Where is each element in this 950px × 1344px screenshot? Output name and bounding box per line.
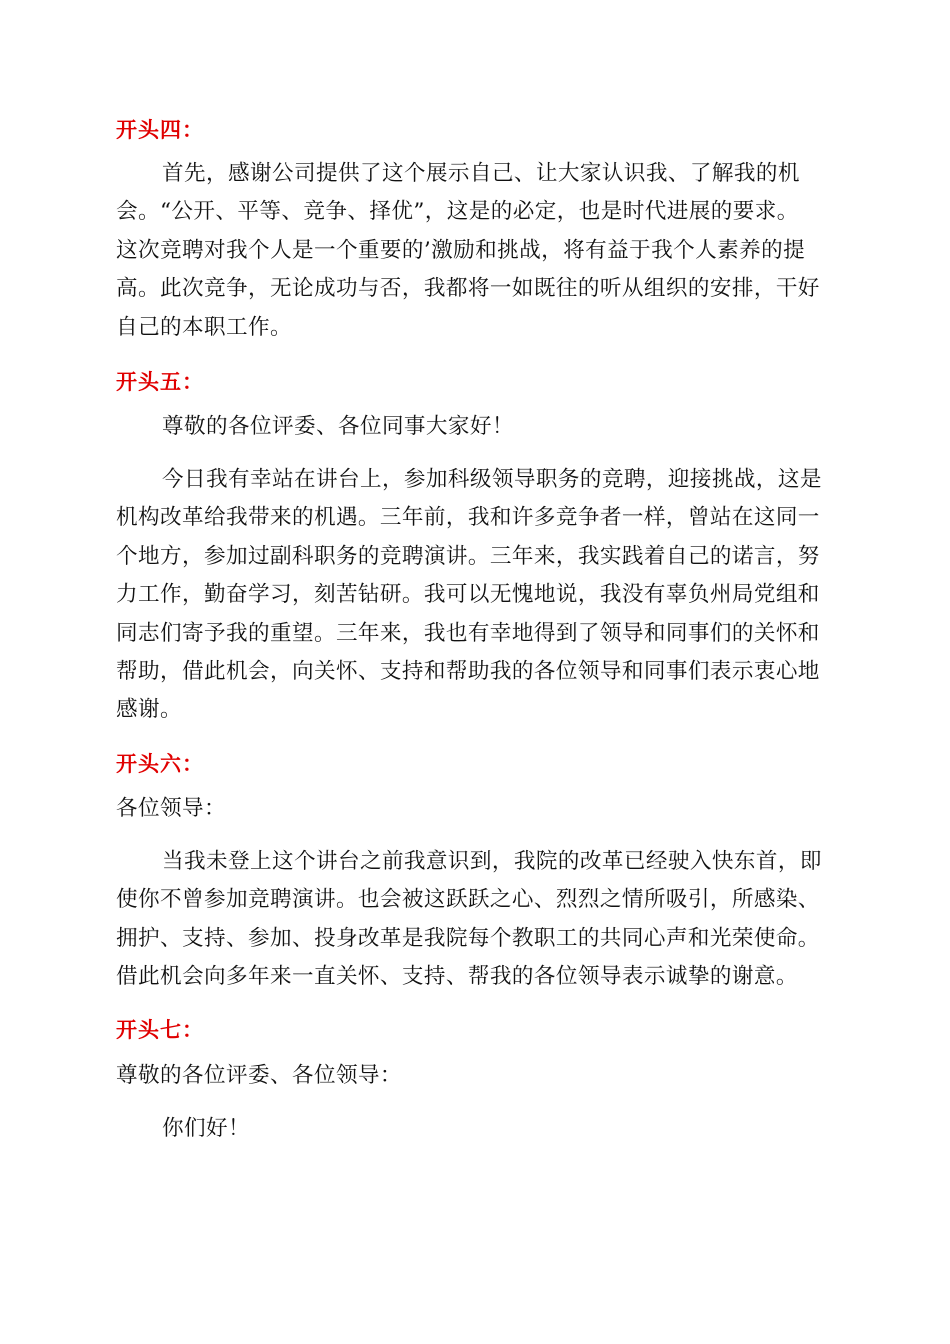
paragraph	[116, 408, 836, 446]
text-line: 高。此次竞争，无论成功与否，我都将一如既往的听从组织的安排，干好	[116, 276, 820, 302]
section-heading-4: 开头四：	[116, 118, 204, 142]
text-line: 这次竞聘对我个人是一个重要的’激励和挑战，将有益于我个人素养的提	[116, 237, 806, 263]
text-line: 借此机会向多年来一直关怀、支持、帮我的各位领导表示诚挚的谢意。	[116, 964, 798, 990]
text-line: 自己的本职工作。	[116, 314, 292, 340]
text-line: 机构改革给我带来的机遇。三年前，我和许多竞争者一样，曾站在这同一	[116, 505, 820, 531]
text-line: 个地方，参加过副科职务的竞聘演讲。三年来，我实践着自己的诺言，努	[116, 543, 820, 569]
paragraph	[116, 1110, 836, 1148]
text-line: 尊敬的各位评委、各位同事大家好！	[162, 414, 514, 439]
text-line: 同志们寄予我的重望。三年来，我也有幸地得到了领导和同事们的关怀和	[116, 620, 820, 646]
section-heading-7: 开头七：	[116, 1018, 204, 1042]
text-line: 会。“公开、平等、竞争、择优”，这是的必定，也是时代进展的要求。	[116, 199, 799, 225]
text-line: 尊敬的各位评委、各位领导：	[116, 1063, 402, 1088]
paragraph	[116, 790, 836, 828]
section-heading-5: 开头五：	[116, 370, 204, 394]
text-line: 拥护、支持、参加、投身改革是我院每个教职工的共同心声和光荣使命。	[116, 925, 820, 951]
paragraph	[116, 155, 836, 347]
section-heading-6: 开头六：	[116, 752, 204, 776]
paragraph	[116, 843, 836, 997]
text-line: 力工作，勤奋学习，刻苦钻研。我可以无愧地说，我没有辜负州局党组和	[116, 582, 820, 608]
text-line: 各位领导：	[116, 796, 226, 821]
text-line: 当我未登上这个讲台之前我意识到，我院的改革已经驶入快东首，即	[162, 849, 822, 874]
text-line: 感谢。	[116, 697, 182, 723]
text-line: 今日我有幸站在讲台上，参加科级领导职务的竞聘，迎接挑战，这是	[162, 467, 822, 492]
text-line: 首先，感谢公司提供了这个展示自己、让大家认识我、了解我的机	[162, 161, 800, 186]
paragraph	[116, 461, 836, 730]
paragraph	[116, 1057, 836, 1095]
text-line: 帮助，借此机会，向关怀、支持和帮助我的各位领导和同事们表示衷心地	[116, 659, 820, 685]
text-line: 使你不曾参加竞聘演讲。也会被这跃跃之心、烈烈之情所吸引，所感染、	[116, 887, 820, 913]
text-line: 你们好！	[162, 1116, 250, 1141]
